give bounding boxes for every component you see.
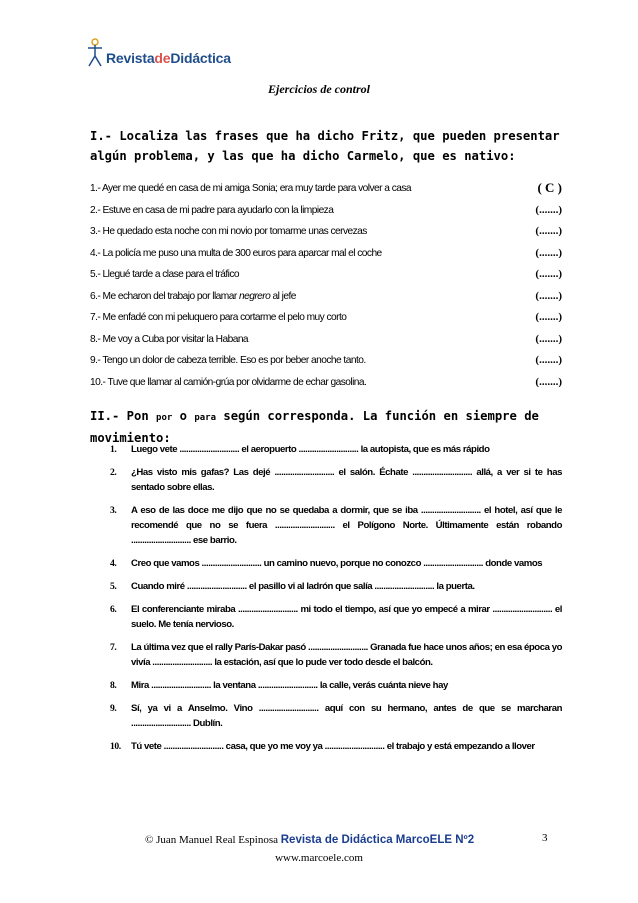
section1-list (90, 180, 562, 395)
list-item: 4. Creo que vamos ........................... un camino nuevo, porque no conozco ........................... donde vamos (110, 558, 543, 569)
section2-heading: II.- Pon por o para según corresponda. La función en siempre de movimiento: (90, 409, 539, 445)
answer-slot: (.......) (535, 332, 562, 345)
footer-credit: © Juan Manuel Real Espinosa Revista de Didáctica MarcoELE Nº2 (145, 834, 475, 846)
list-item: 9. Sí, ya vi a Anselmo. Vino ........................... aquí con su hermano, antes de que se marcharan ........................... Dublín. (110, 703, 562, 729)
list-item: 10. Tú vete ........................... casa, que yo me voy ya ........................... el trabajo y está empezando a llover (110, 741, 535, 752)
answer-slot: (.......) (535, 246, 562, 259)
list-item: 9.- Tengo un dolor de cabeza terrible. Eso es por beber anoche tanto. (.......) (90, 354, 562, 366)
list-item: 1.- Ayer me quedé en casa de mi amiga Sonia; era muy tarde para volver a casa ( C ) (90, 180, 562, 195)
magazine-name: Revista de Didáctica MarcoELE Nº2 (280, 834, 475, 846)
answer-slot: (.......) (535, 225, 562, 237)
answer-slot: (.......) (535, 311, 562, 323)
section1-heading: I.- Localiza las frases que ha dicho Fritz, que pueden presentar algún problema, y las que ha dicho Carmelo, que es nativo: (90, 129, 560, 163)
answer-slot: (.......) (535, 289, 562, 302)
list-item: 6. El conferenciante miraba ........................... mi todo el tiempo, así que yo empecé a mirar ........................... el suelo. Me tenía nervioso. (110, 604, 562, 630)
answer-slot: (.......) (535, 203, 562, 216)
answer-slot: (.......) (535, 354, 562, 366)
list-item: 2. ¿Has visto mis gafas? Las dejé ........................... el salón. Échate ........................... allá, a ver si te has sentado sobre ellas. (110, 467, 562, 493)
page-number: 3 (542, 832, 548, 844)
section2-list (110, 442, 562, 754)
logo-wordmark: RevistadeDidáctica (106, 50, 231, 66)
list-item: 5.- Llegué tarde a clase para el tráfico (.......) (90, 268, 562, 280)
list-item: 7. La última vez que el rally París-Dakar pasó ........................... Granada fue hace unos años; en esa época yo vivía ........................... la estación, así que lo pude ver todo desde el balcón. (110, 642, 562, 668)
list-item: 2.- Estuve en casa de mi padre para ayudarlo con la limpieza (.......) (90, 203, 562, 216)
magazine-logo (86, 38, 286, 68)
list-item: 3. A eso de las doce me dijo que no se quedaba a dormir, que se iba ........................... el hotel, así que le recomendé que no se fuera ........................... el Polígono Norte. Últimamente están robando ........................... ese barrio. (110, 505, 562, 546)
list-item: 6.- Me echaron del trabajo por llamar negrero al jefe (.......) (90, 289, 562, 302)
footer-url: www.marcoele.com (275, 852, 363, 864)
list-item: 10.- Tuve que llamar al camión-grúa por olvidarme de echar gasolina. (.......) (90, 375, 562, 388)
page-title: Ejercicios de control (268, 82, 370, 96)
answer-slot: (.......) (535, 268, 562, 280)
answer-slot: ( C ) (537, 180, 562, 195)
list-item: 3.- He quedado esta noche con mi novio por tomarme unas cervezas (.......) (90, 225, 562, 237)
answer-slot: (.......) (535, 375, 562, 388)
list-item: 4.- La policía me puso una multa de 300 euros para aparcar mal el coche (.......) (90, 246, 562, 259)
stick-figure-icon (86, 38, 104, 68)
list-item: 8. Mira ........................... la ventana ........................... la calle, verás cuánta nieve hay (110, 680, 448, 691)
list-item: 7.- Me enfadé con mi peluquero para cortarme el pelo muy corto (.......) (90, 311, 562, 323)
list-item: 5. Cuando miré ........................... el pasillo vi al ladrón que salía ........................... la puerta. (110, 581, 475, 592)
list-item: 8.- Me voy a Cuba por visitar la Habana (.......) (90, 332, 562, 345)
list-item: 1. Luego vete ........................... el aeropuerto ........................... la autopista, que es más rápido (110, 444, 490, 455)
